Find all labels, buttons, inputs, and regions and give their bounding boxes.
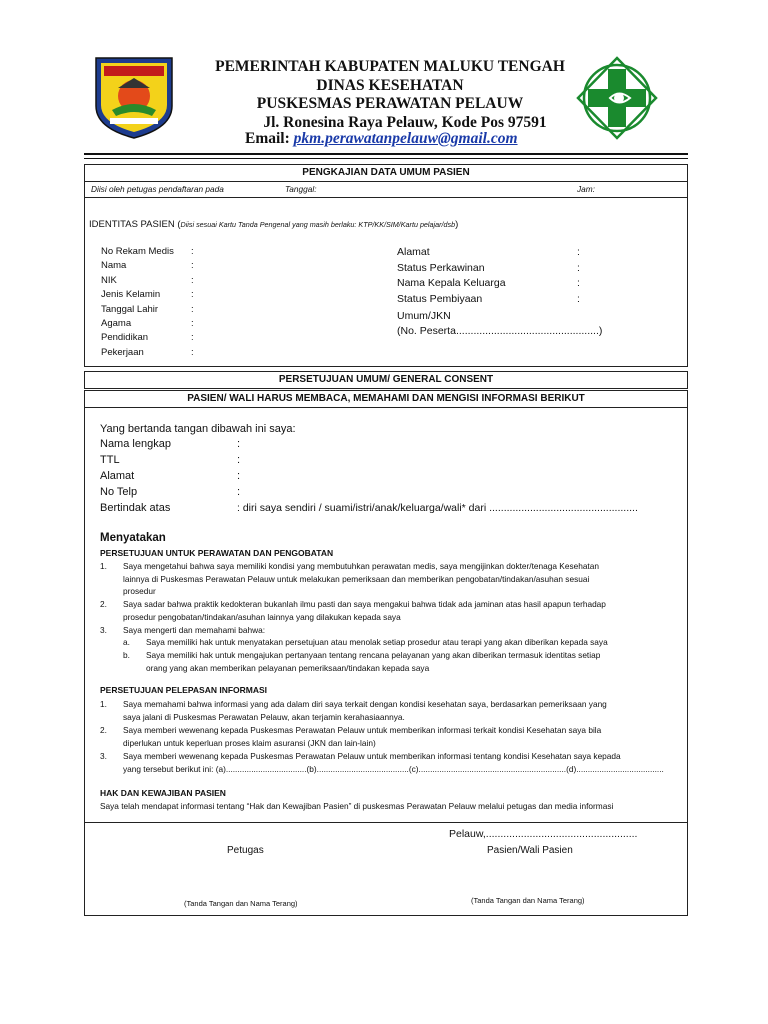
item-number: 3.	[100, 751, 107, 761]
signature-place-date[interactable]: Pelauw,....................................................	[449, 828, 638, 840]
email-label: Email:	[245, 130, 290, 147]
identity-field-colon[interactable]: :	[191, 274, 194, 286]
date-label[interactable]: Tanggal:	[285, 184, 317, 194]
item-number: 2.	[100, 599, 107, 609]
consent-field-label: TTL	[100, 454, 120, 466]
item-number: 1.	[100, 699, 107, 709]
identity-field-colon[interactable]: :	[577, 277, 580, 289]
identity-field-colon[interactable]: :	[191, 303, 194, 315]
time-label[interactable]: Jam:	[577, 184, 595, 194]
identity-field-label: Alamat	[397, 246, 430, 258]
identity-heading: IDENTITAS PASIEN (Diisi sesuai Kartu Tanda Pengenal yang masih berlaku: KTP/KK/SIM/Kartu pelajar/dsb)	[89, 219, 459, 230]
filled-by-label: Diisi oleh petugas pendaftaran pada	[91, 184, 224, 194]
acting-on-behalf-value[interactable]: : diri saya sendiri / suami/istri/anak/keluarga/wali* dari ...................................................	[237, 502, 638, 514]
item-text-line: lainnya di Puskesmas Perawatan Pelauw untuk melakukan pemeriksaan dan memberikan pengobatan/tindakan/asuhan sesuai	[123, 573, 590, 584]
item-text-line: Saya memahami bahwa informasi yang ada dalam diri saya terkait dengan kondisi kesehatan saya, berdasarkan pemeriksaan yang	[123, 699, 607, 709]
consent-field-colon[interactable]: :	[237, 454, 241, 466]
identity-note: Diisi sesuai Kartu Tanda Pengenal yang masih berlaku: KTP/KK/SIM/Kartu pelajar/dsb	[180, 220, 456, 229]
subitem-letter: b.	[123, 650, 130, 660]
identity-field-colon[interactable]: :	[191, 346, 194, 358]
patient-label: Pasien/Wali Pasien	[487, 845, 573, 856]
identity-field-colon[interactable]: :	[191, 246, 194, 257]
email-link[interactable]: pkm.perawatanpelauw@gmail.com	[293, 130, 518, 147]
signature-section	[84, 822, 688, 916]
rights-text: Saya telah mendapat informasi tentang “Hak dan Kewajiban Pasien” di puskesmas Perawatan Pelauw melalui petugas dan media informasi	[100, 801, 614, 811]
item-text-line: yang tersebut berikut ini: (a)...................................(b)........................................(c)................................................................(d)......................................	[123, 763, 664, 774]
identity-field-colon[interactable]: :	[191, 332, 194, 344]
identity-field-label: Agama	[101, 318, 132, 329]
letterhead-address: Jl. Ronesina Raya Pelauw, Kode Pos 97591	[263, 114, 547, 131]
identity-field-colon[interactable]: :	[577, 246, 580, 258]
identity-field-label: Pendidikan	[101, 332, 149, 344]
payment-type[interactable]: Umum/JKN	[397, 310, 451, 322]
declare-heading: Menyatakan	[100, 532, 166, 544]
consent-field-label: No Telp	[100, 486, 138, 498]
participant-number[interactable]: (No. Peserta.................................................)	[397, 325, 603, 337]
identity-field-colon[interactable]: :	[191, 260, 194, 272]
patient-signature-note: (Tanda Tangan dan Nama Terang)	[471, 896, 585, 905]
item-text-line: saya jalani di Puskesmas Perawatan Pelauw, akan terjamin kerahasiaannya.	[123, 711, 405, 722]
identity-field-label: Nama	[101, 260, 127, 272]
section-rights-title: HAK DAN KEWAJIBAN PASIEN	[100, 788, 226, 798]
subitem-text-line: orang yang akan memberikan pelayanan pemeriksaan/tindakan kepada saya	[146, 662, 430, 673]
subitem-letter: a.	[123, 637, 130, 647]
district-seal-logo	[92, 54, 176, 140]
letterhead-divider	[84, 153, 688, 159]
consent-field-colon[interactable]: :	[237, 486, 241, 498]
letterhead-line1: PEMERINTAH KABUPATEN MALUKU TENGAH	[215, 58, 565, 75]
identity-field-label: Tanggal Lahir	[101, 303, 159, 315]
letterhead-line2: DINAS KESEHATAN	[316, 77, 464, 94]
consent-intro: Yang bertanda tangan dibawah ini saya:	[100, 423, 296, 435]
identity-field-label: NIK	[101, 274, 117, 286]
identity-field-label: No Rekam Medis	[101, 246, 174, 257]
item-text-line: Saya memberi wewenang kepada Puskesmas Perawatan Pelauw untuk memberikan informasi tentang kondisi Kesehatan saya kepada	[123, 751, 621, 761]
identity-field-label: Nama Kepala Keluarga	[397, 277, 506, 289]
identity-field-label: Status Pembiyaan	[397, 292, 483, 305]
consent-body	[84, 407, 688, 823]
officer-label: Petugas	[227, 845, 264, 856]
identity-field-colon[interactable]: :	[577, 292, 580, 305]
green-cross-logo	[574, 55, 660, 141]
form-title: PENGKAJIAN DATA UMUM PASIEN	[84, 164, 688, 182]
officer-signature-note: (Tanda Tangan dan Nama Terang)	[184, 899, 298, 908]
item-text-line: Saya mengerti dan memahami bahwa:	[123, 625, 266, 635]
consent-field-label: Alamat	[100, 470, 135, 482]
identity-field-colon[interactable]: :	[577, 261, 580, 274]
consent-field-colon[interactable]: :	[237, 470, 241, 482]
identity-field-label: Jenis Kelamin	[101, 289, 161, 301]
consent-field-label: Bertindak atas	[100, 502, 171, 514]
letterhead-line3: PUSKESMAS PERAWATAN PELAUW	[256, 95, 524, 112]
item-text-line: diperlukan untuk keperluan proses klaim asuransi (JKN dan lain-lain)	[123, 737, 376, 748]
patient-identity-section	[84, 197, 688, 367]
section-release-title: PERSETUJUAN PELEPASAN INFORMASI	[100, 685, 268, 695]
item-text-line: Saya mengetahui bahwa saya memiliki kondisi yang membutuhkan perawatan medis, saya mengijinkan dokter/tenaga Kesehatan	[123, 561, 599, 571]
consent-field-label: Nama lengkap	[100, 438, 171, 450]
identity-field-label: Status Perkawinan	[397, 261, 485, 274]
identity-field-colon[interactable]: :	[191, 318, 194, 329]
letterhead-email	[245, 130, 518, 148]
item-text-line: prosedur pengobatan/tindakan/asuhan lainnya yang dilakukan kepada saya	[123, 611, 401, 622]
identity-field-label: Pekerjaan	[101, 346, 144, 358]
subitem-text-line: Saya memiliki hak untuk mengajukan pertanyaan tentang rencana pelayanan yang akan diberikan termasuk identitas setiap	[146, 650, 601, 660]
item-number: 3.	[100, 625, 107, 635]
identity-field-colon[interactable]: :	[191, 289, 194, 301]
item-number: 2.	[100, 725, 107, 735]
consent-field-colon[interactable]: :	[237, 438, 241, 450]
consent-subtitle: PASIEN/ WALI HARUS MEMBACA, MEMAHAMI DAN MENGISI INFORMASI BERIKUT	[84, 390, 688, 408]
registration-row	[84, 181, 688, 198]
consent-title: PERSETUJUAN UMUM/ GENERAL CONSENT	[84, 371, 688, 389]
section-treatment-title: PERSETUJUAN UNTUK PERAWATAN DAN PENGOBATAN	[100, 548, 334, 558]
item-number: 1.	[100, 561, 107, 571]
item-text-line: Saya sadar bahwa praktik kedokteran bukanlah ilmu pasti dan saya mengakui bahwa tidak ada jaminan atas hasil apapun terhadap	[123, 599, 606, 609]
subitem-text-line: Saya memiliki hak untuk menyatakan persetujuan atau menolak setiap prosedur atau terapi yang akan diberikan kepada saya	[146, 637, 608, 647]
item-text-line: Saya memberi wewenang kepada Puskesmas Perawatan Pelauw untuk memberikan informasi terkait kondisi Kesehatan saya bila	[123, 725, 602, 735]
item-text-line: prosedur	[123, 586, 156, 596]
